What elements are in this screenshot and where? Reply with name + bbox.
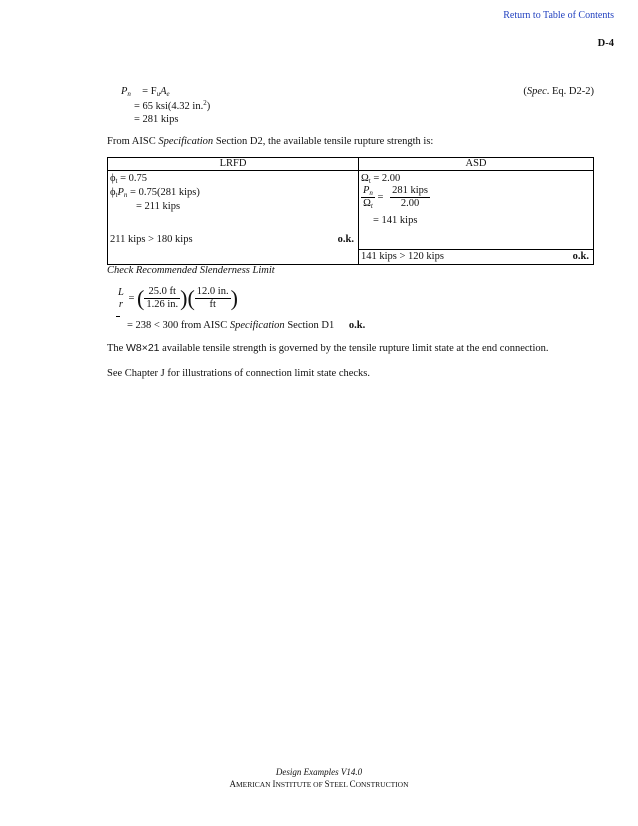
eq-reference: (Spec. Eq. D2-2) bbox=[523, 86, 594, 97]
asd-result: = 141 kips bbox=[373, 215, 418, 226]
slender-frac-2: $\frac{12.0 in.}{ft}$ bbox=[196, 286, 229, 310]
eq-line-2: = 65 ksi(4.32 in.$^2$) bbox=[134, 99, 211, 112]
page-footer bbox=[0, 766, 638, 791]
toc-link[interactable]: Return to Table of Contents bbox=[503, 10, 614, 21]
footer-title: Design Examples V14.0 bbox=[275, 767, 363, 777]
lrfd-asd-table bbox=[107, 157, 594, 265]
asd-ok: o.k. bbox=[572, 251, 589, 262]
lrfd-header: LRFD bbox=[108, 158, 359, 171]
see-chapter-text: See Chapter J for illustrations of connection limit state checks. bbox=[107, 368, 371, 379]
lrfd-cell bbox=[108, 171, 359, 265]
asd-cell bbox=[359, 171, 594, 265]
l-over-r-bar bbox=[116, 316, 120, 318]
asd-check-row bbox=[359, 249, 593, 264]
eq-line-3: = 281 kips bbox=[134, 114, 179, 125]
lrfd-design-strength: $\phi_tP_n = 0.75(281$ kips) bbox=[110, 187, 200, 199]
lrfd-result: = 211 kips bbox=[136, 201, 181, 212]
slenderness-equation: L r = ( $\frac{25.0 ft}{1.26 in.}$ )( $\frac{12.0 in.}{ft}$ ) bbox=[118, 285, 238, 311]
slender-frac-1: $\frac{25.0 ft}{1.26 in.}$ bbox=[146, 286, 179, 310]
lrfd-ok: o.k. bbox=[337, 234, 354, 245]
l-over-r: L r bbox=[118, 286, 124, 310]
asd-fraction: $\frac{P_n}{\Omega_t}$ = $\frac{\text{281 kips}}{2.00}$ bbox=[363, 185, 428, 210]
lrfd-check: 211 kips > 180 kips bbox=[110, 234, 193, 245]
slenderness-heading: Check Recommended Slenderness Limit bbox=[107, 265, 275, 276]
eq-lhs: $P_n$ bbox=[121, 86, 131, 98]
asd-header: ASD bbox=[359, 158, 594, 171]
asd-omega: $\Omega_t = 2.00$ bbox=[361, 173, 401, 185]
intro-text: From AISC Specification Section D2, the available tensile rupture strength is: bbox=[107, 136, 434, 147]
asd-check: 141 kips > 120 kips bbox=[361, 251, 444, 262]
footer-org: AMERICAN INSTITUTE OF STEEL CONSTRUCTION bbox=[229, 779, 409, 789]
page-number: D-4 bbox=[597, 38, 614, 49]
asd-frac-rhs: $\frac{\text{281 kips}}{2.00}$ bbox=[392, 185, 428, 209]
lrfd-phi: $\phi_t = 0.75$ bbox=[110, 173, 148, 185]
conclusion-text: The W8×21 available tensile strength is governed by the tensile rupture limit state at the end connection. bbox=[107, 342, 549, 354]
slenderness-result: = 238 < 300 from AISC Specification Section D1 o.k. bbox=[127, 320, 366, 331]
eq-line-1 bbox=[121, 86, 170, 97]
eq-rhs: = $F_uA_e$ bbox=[142, 86, 170, 98]
asd-frac-lhs: $\frac{P_n}{\Omega_t}$ bbox=[363, 185, 373, 210]
